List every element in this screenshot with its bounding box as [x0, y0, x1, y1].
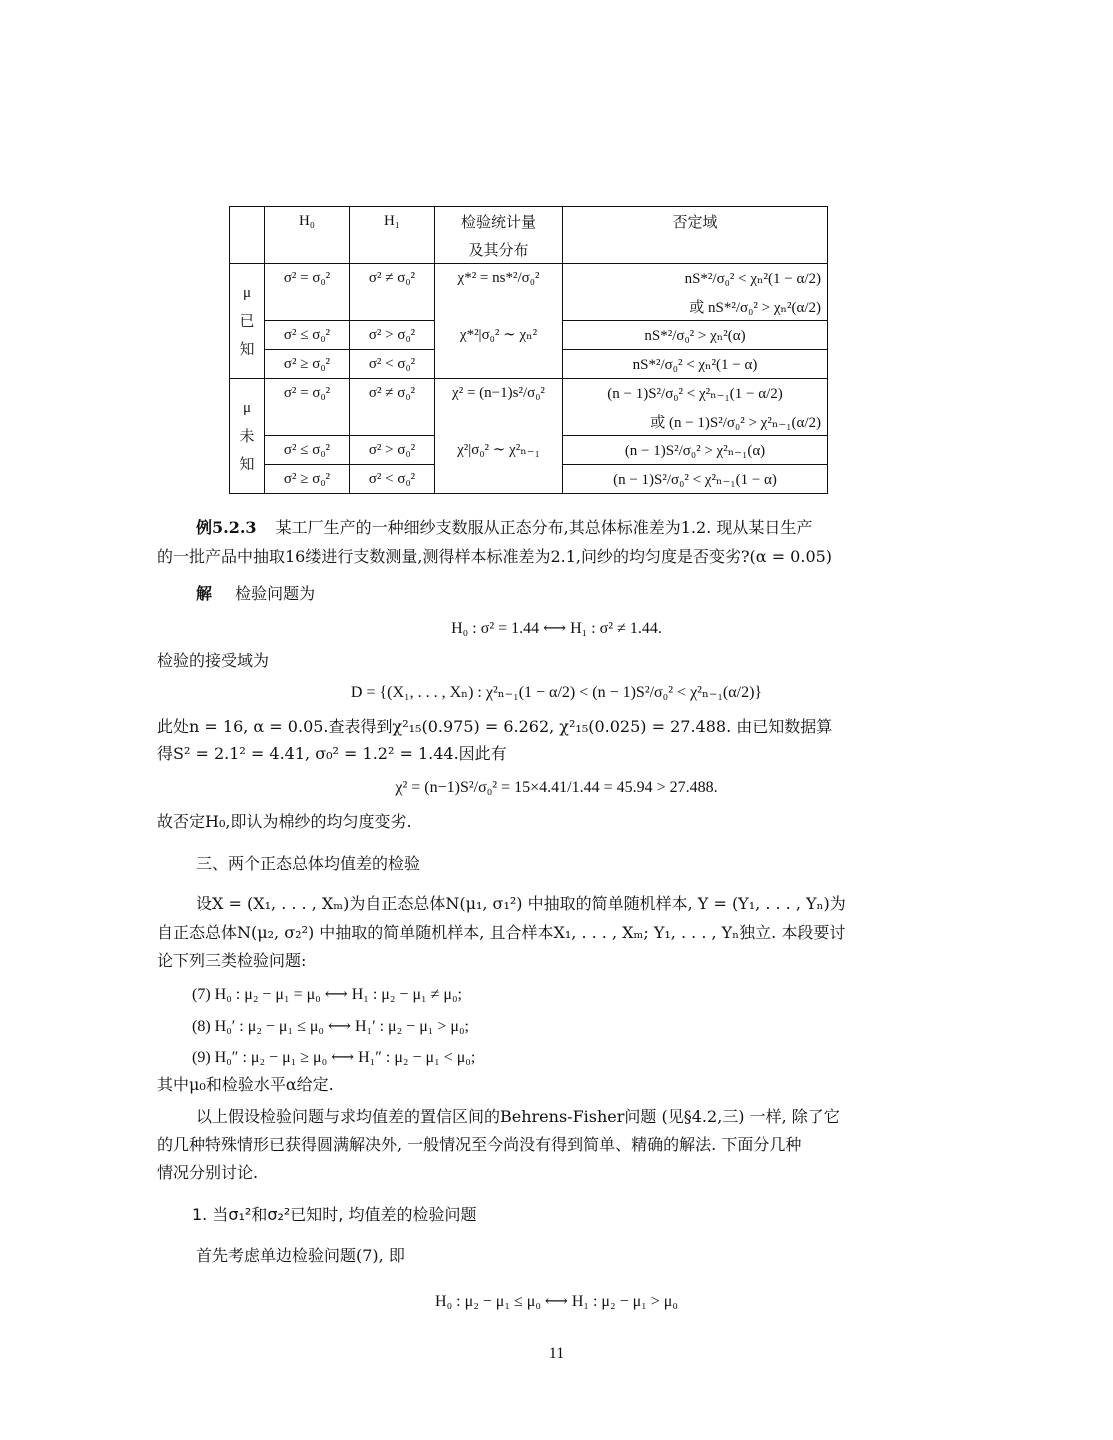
table-corner-cell [230, 207, 265, 236]
header-statistic-2: 及其分布 [435, 235, 563, 264]
header-h0: H₀ [265, 207, 350, 236]
table-row: μ 已 知 σ² = σ₀² σ² ≠ σ₀² χ*² = ns*²/σ₀² nS*²/σ₀² < χₙ²(1 − α/2) [230, 264, 828, 293]
section-3-title: 三、两个正态总体均值差的检验 [196, 854, 421, 873]
hypothesis-equation: H₀ : σ² = 1.44 ⟷ H₁ : σ² ≠ 1.44. [451, 620, 662, 637]
section-3-para-1c: 论下列三类检验问题: [157, 951, 307, 970]
table-row: 或 (n − 1)S²/σ₀² > χ²ₙ₋₁(α/2) [230, 407, 828, 436]
section-3-para-1a: 设X = (X₁, . . . , Xₘ)为自正态总体N(μ₁, σ₁²) 中抽取的简单随机样本, Y = (Y₁, . . . , Yₙ)为 [196, 894, 846, 913]
section-3-para-3c: 情况分别讨论. [157, 1163, 259, 1182]
solution-line-4: 得S² = 2.1² = 4.41, σ₀² = 1.2² = 1.44.因此有 [157, 744, 507, 763]
acceptance-region-equation: D = {(X₁, . . . , Xₙ) : χ²ₙ₋₁(1 − α/2) < (n − 1)S²/σ₀² < χ²ₙ₋₁(α/2)} [350, 684, 763, 701]
acceptance-label: 检验的接受域为 [157, 651, 270, 670]
subsection-1-title: 1. 当σ₁²和σ₂²已知时, 均值差的检验问题 [192, 1205, 477, 1224]
table-row: σ² ≤ σ₀² σ² > σ₀² χ²|σ₀² ∼ χ²ₙ₋₁ (n − 1)S²/σ₀² > χ²ₙ₋₁(α) [230, 436, 828, 465]
hypothesis-table [229, 206, 828, 494]
chi-square-calculation: χ² = (n−1)S²/σ₀² = 15×4.41/1.44 = 45.94 > 27.488. [395, 779, 718, 796]
problem-8: (8) H₀′ : μ₂ − μ₁ ≤ μ₀ ⟷ H₁′ : μ₂ − μ₁ > μ₀; [192, 1018, 469, 1035]
table-row: 或 nS*²/σ₀² > χₙ²(α/2) [230, 292, 828, 321]
solution-line-3: 此处n = 16, α = 0.05.查表得到χ²₁₅(0.975) = 6.262, χ²₁₅(0.025) = 27.488. 由已知数据算 [157, 717, 833, 736]
solution-label: 解 [196, 584, 213, 603]
example-line-2: 的一批产品中抽取16缕进行支数测量,测得样本标准差为2.1,问纱的均匀度是否变劣?(α = 0.05) [157, 547, 833, 566]
problem-7: (7) H₀ : μ₂ − μ₁ = μ₀ ⟷ H₁ : μ₂ − μ₁ ≠ μ₀; [192, 986, 462, 1003]
one-sided-test-equation: H₀ : μ₂ − μ₁ ≤ μ₀ ⟷ H₁ : μ₂ − μ₁ > μ₀ [435, 1293, 678, 1310]
solution-conclusion: 故否定H₀,即认为棉纱的均匀度变劣. [157, 812, 412, 831]
section-3-para-3b: 的几种特殊情形已获得圆满解决外, 一般情况至今尚没有得到简单、精确的解法. 下面分几种 [157, 1135, 802, 1154]
section-3-para-1b: 自正态总体N(μ₂, σ₂²) 中抽取的简单随机样本, 且合样本X₁, . . . , Xₘ; Y₁, . . . , Yₙ独立. 本段要讨 [157, 923, 846, 942]
section-3-para-2: 其中μ₀和检验水平α给定. [157, 1075, 334, 1094]
mu-known-label: μ 已 知 [230, 264, 265, 379]
table-header-row [230, 207, 828, 236]
header-rejection-region: 否定域 [563, 207, 828, 236]
table-row: μ 未 知 σ² = σ₀² σ² ≠ σ₀² χ² = (n−1)s²/σ₀² (n − 1)S²/σ₀² < χ²ₙ₋₁(1 − α/2) [230, 379, 828, 408]
header-h1: H₁ [350, 207, 435, 236]
solution-intro: 解 检验问题为 [196, 584, 316, 603]
table-row: σ² ≥ σ₀² σ² < σ₀² (n − 1)S²/σ₀² < χ²ₙ₋₁(1 − α) [230, 465, 828, 494]
problem-9: (9) H₀″ : μ₂ − μ₁ ≥ μ₀ ⟷ H₁″ : μ₂ − μ₁ < μ₀; [192, 1049, 476, 1066]
header-statistic: 检验统计量 [435, 207, 563, 236]
subsection-1-para: 首先考虑单边检验问题(7), 即 [196, 1246, 405, 1265]
example-label: 例5.2.3 [196, 518, 257, 537]
page-number: 11 [548, 1345, 565, 1362]
mu-unknown-label: μ 未 知 [230, 379, 265, 494]
section-3-para-3a: 以上假设检验问题与求均值差的置信区间的Behrens-Fisher问题 (见§4.2,三) 一样, 除了它 [196, 1107, 840, 1126]
table-row: σ² ≤ σ₀² σ² > σ₀² χ*²|σ₀² ∼ χₙ² nS*²/σ₀² > χₙ²(α) [230, 321, 828, 350]
example-line-1: 例5.2.3 某工厂生产的一种细纱支数服从正态分布,其总体标准差为1.2. 现从某日生产 [196, 518, 813, 537]
table-row: σ² ≥ σ₀² σ² < σ₀² nS*²/σ₀² < χₙ²(1 − α) [230, 350, 828, 379]
table-header-row-2 [230, 235, 828, 264]
